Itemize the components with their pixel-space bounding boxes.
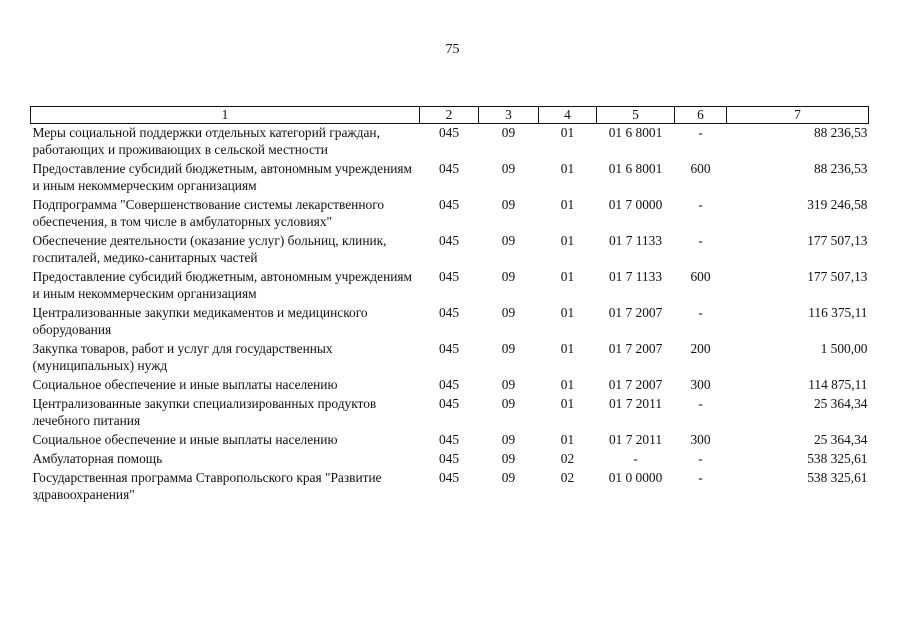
expense-type-code: - bbox=[698, 233, 703, 248]
amount: 177 507,13 bbox=[807, 233, 868, 248]
section-code: 09 bbox=[501, 305, 516, 320]
ministry-code: 045 bbox=[438, 470, 460, 485]
expense-type-code: - bbox=[698, 125, 703, 140]
table-row bbox=[31, 124, 869, 161]
ministry-code: 045 bbox=[438, 233, 460, 248]
ministry-code: 045 bbox=[438, 269, 460, 284]
target-article-code: 01 7 1133 bbox=[608, 233, 663, 248]
expense-type-code: - bbox=[698, 305, 703, 320]
target-article-code: 01 7 2007 bbox=[608, 341, 663, 356]
amount: 25 364,34 bbox=[813, 396, 868, 411]
amount: 88 236,53 bbox=[813, 161, 868, 176]
target-article-code: - bbox=[633, 451, 638, 466]
table-row bbox=[31, 450, 869, 469]
table-row bbox=[31, 469, 869, 505]
ministry-code: 045 bbox=[438, 161, 460, 176]
ministry-code: 045 bbox=[438, 305, 460, 320]
target-article-code: 01 7 1133 bbox=[608, 269, 663, 284]
row-name: Обеспечение деятельности (оказание услуг) больниц, клиник, госпиталей, медико-санитарных частей bbox=[32, 233, 387, 265]
section-code: 09 bbox=[501, 197, 516, 212]
section-code: 09 bbox=[501, 470, 516, 485]
column-header-3: 3 bbox=[479, 107, 539, 124]
ministry-code: 045 bbox=[438, 432, 460, 447]
column-header-1: 1 bbox=[31, 107, 420, 124]
table-row bbox=[31, 304, 869, 340]
amount: 25 364,34 bbox=[813, 432, 868, 447]
section-code: 09 bbox=[501, 377, 516, 392]
expense-type-code: - bbox=[698, 470, 703, 485]
table-row bbox=[31, 160, 869, 196]
expense-type-code: 600 bbox=[690, 269, 711, 284]
subsection-code: 01 bbox=[560, 233, 575, 248]
column-header-4: 4 bbox=[539, 107, 597, 124]
row-name: Централизованные закупки специализированных продуктов лечебного питания bbox=[32, 396, 377, 428]
table-row bbox=[31, 340, 869, 376]
target-article-code: 01 7 2011 bbox=[608, 432, 663, 447]
row-name: Амбулаторная помощь bbox=[32, 451, 163, 466]
row-name: Закупка товаров, работ и услуг для государственных (муниципальных) нужд bbox=[32, 341, 333, 373]
section-code: 09 bbox=[501, 432, 516, 447]
subsection-code: 01 bbox=[560, 197, 575, 212]
row-name: Государственная программа Ставропольского края "Развитие здравоохранения" bbox=[32, 470, 382, 502]
target-article-code: 01 7 2011 bbox=[608, 396, 663, 411]
section-code: 09 bbox=[501, 396, 516, 411]
expense-type-code: - bbox=[698, 451, 703, 466]
section-code: 09 bbox=[501, 269, 516, 284]
table-row bbox=[31, 431, 869, 450]
table-row bbox=[31, 196, 869, 232]
target-article-code: 01 7 2007 bbox=[608, 377, 663, 392]
subsection-code: 01 bbox=[560, 161, 575, 176]
column-header-6: 6 bbox=[675, 107, 727, 124]
expense-type-code: - bbox=[698, 396, 703, 411]
amount: 538 325,61 bbox=[807, 451, 868, 466]
column-header-7: 7 bbox=[727, 107, 869, 124]
target-article-code: 01 7 2007 bbox=[608, 305, 663, 320]
row-name: Социальное обеспечение и иные выплаты населению bbox=[32, 432, 338, 447]
expense-type-code: - bbox=[698, 197, 703, 212]
ministry-code: 045 bbox=[438, 396, 460, 411]
subsection-code: 01 bbox=[560, 341, 575, 356]
row-name: Централизованные закупки медикаментов и медицинского оборудования bbox=[32, 305, 368, 337]
section-code: 09 bbox=[501, 451, 516, 466]
amount: 1 500,00 bbox=[820, 341, 868, 356]
row-name: Предоставление субсидий бюджетным, автономным учреждениям и иным некоммерческим организациям bbox=[32, 161, 413, 193]
table-row bbox=[31, 395, 869, 431]
subsection-code: 02 bbox=[560, 451, 575, 466]
subsection-code: 01 bbox=[560, 125, 575, 140]
subsection-code: 01 bbox=[560, 432, 575, 447]
subsection-code: 02 bbox=[560, 470, 575, 485]
subsection-code: 01 bbox=[560, 305, 575, 320]
expense-type-code: 200 bbox=[690, 341, 711, 356]
expense-type-code: 300 bbox=[690, 432, 711, 447]
budget-table bbox=[30, 106, 869, 505]
row-name: Подпрограмма "Совершенствование системы лекарственного обеспечения, в том числе в амбулаторных условиях" bbox=[32, 197, 385, 229]
target-article-code: 01 6 8001 bbox=[608, 125, 663, 140]
amount: 116 375,11 bbox=[808, 305, 868, 320]
expense-type-code: 600 bbox=[690, 161, 711, 176]
section-code: 09 bbox=[501, 233, 516, 248]
amount: 114 875,11 bbox=[808, 377, 868, 392]
column-header-5: 5 bbox=[597, 107, 675, 124]
subsection-code: 01 bbox=[560, 396, 575, 411]
ministry-code: 045 bbox=[438, 197, 460, 212]
section-code: 09 bbox=[501, 341, 516, 356]
section-code: 09 bbox=[501, 125, 516, 140]
target-article-code: 01 7 0000 bbox=[608, 197, 663, 212]
subsection-code: 01 bbox=[560, 377, 575, 392]
ministry-code: 045 bbox=[438, 451, 460, 466]
ministry-code: 045 bbox=[438, 125, 460, 140]
amount: 319 246,58 bbox=[807, 197, 868, 212]
row-name: Предоставление субсидий бюджетным, автономным учреждениям и иным некоммерческим организациям bbox=[32, 269, 413, 301]
ministry-code: 045 bbox=[438, 377, 460, 392]
table-row bbox=[31, 376, 869, 395]
ministry-code: 045 bbox=[438, 341, 460, 356]
expense-type-code: 300 bbox=[690, 377, 711, 392]
row-name: Меры социальной поддержки отдельных категорий граждан, работающих и проживающих в сельской местности bbox=[32, 125, 380, 157]
amount: 88 236,53 bbox=[813, 125, 868, 140]
column-header-2: 2 bbox=[420, 107, 479, 124]
table-row bbox=[31, 232, 869, 268]
section-code: 09 bbox=[501, 161, 516, 176]
page-number: 75 bbox=[445, 42, 460, 57]
target-article-code: 01 0 0000 bbox=[608, 470, 663, 485]
subsection-code: 01 bbox=[560, 269, 575, 284]
target-article-code: 01 6 8001 bbox=[608, 161, 663, 176]
row-name: Социальное обеспечение и иные выплаты населению bbox=[32, 377, 338, 392]
table-row bbox=[31, 268, 869, 304]
amount: 538 325,61 bbox=[807, 470, 868, 485]
column-number-header bbox=[31, 107, 869, 124]
amount: 177 507,13 bbox=[807, 269, 868, 284]
